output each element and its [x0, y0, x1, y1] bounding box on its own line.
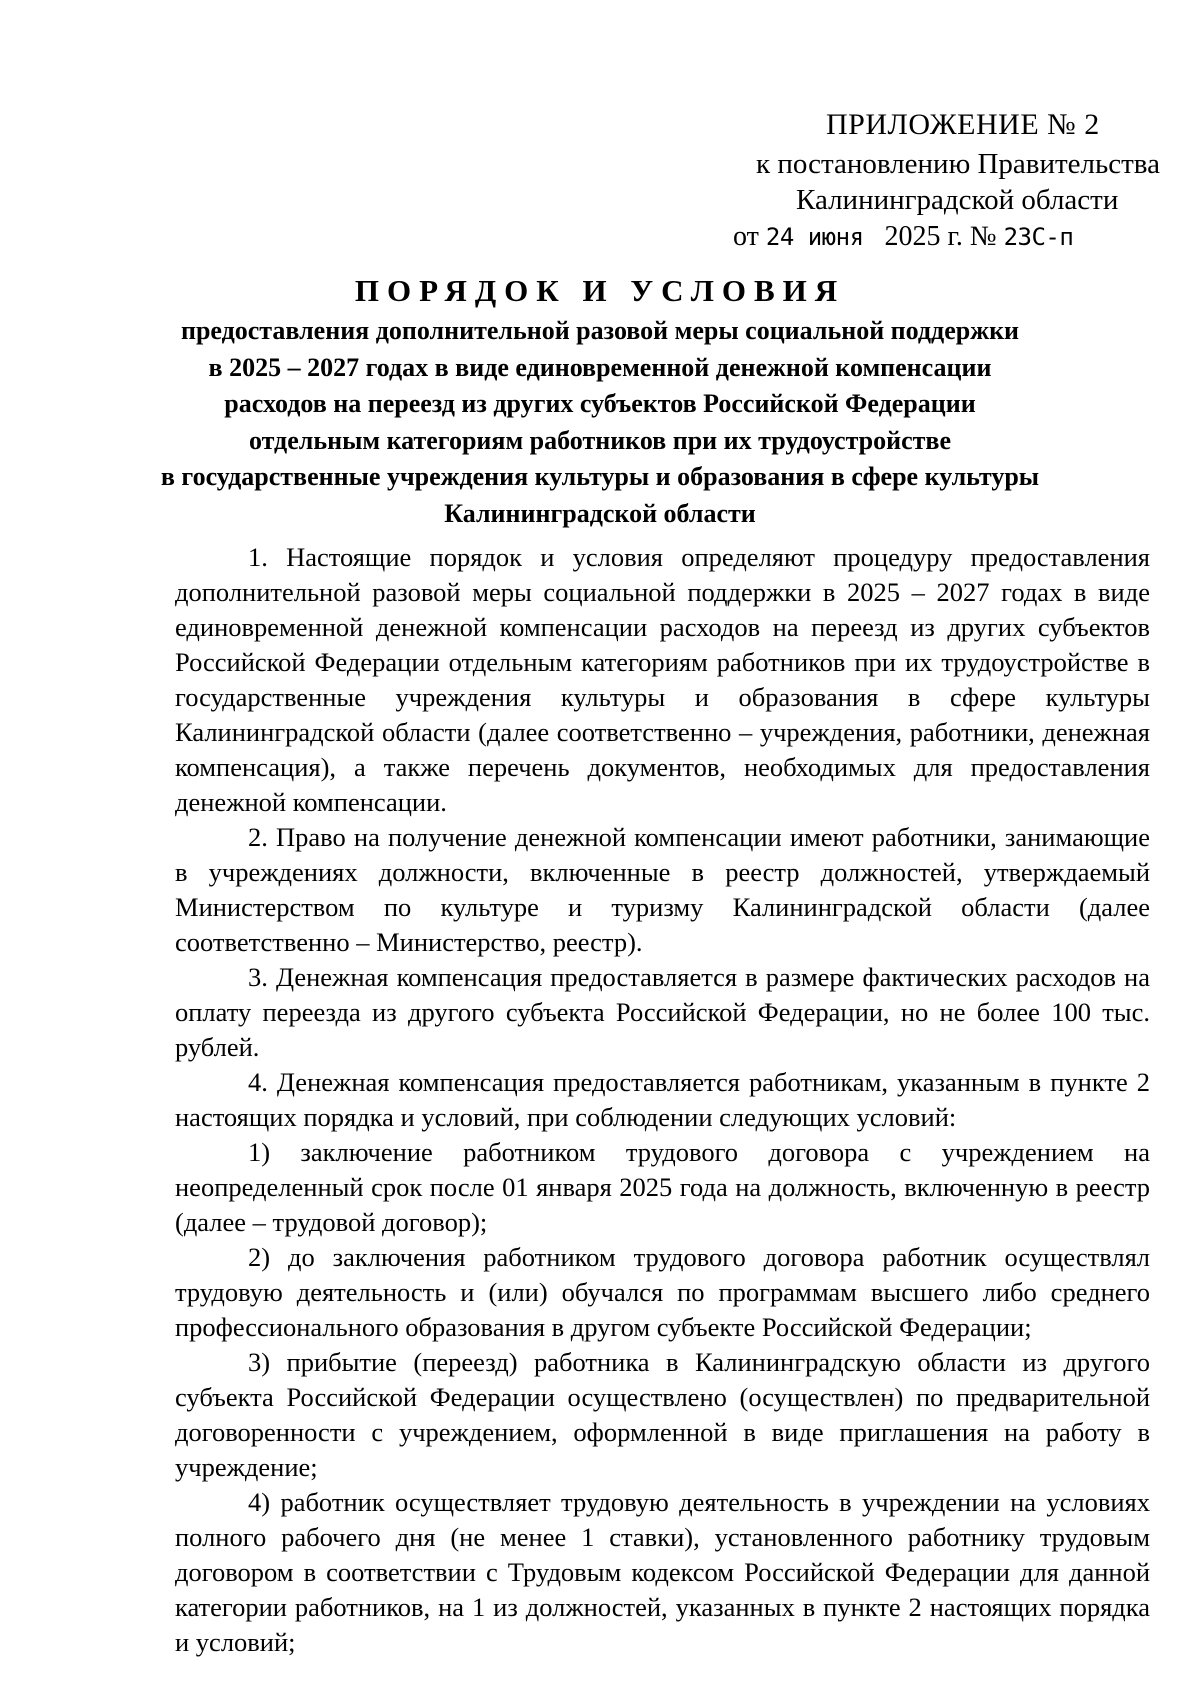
paragraph-1: 1. Настоящие порядок и условия определяют процедуру предоставления дополнительной разовой меры социальной поддержки в 2025 – 2027 годах в виде единовременной денежной компенсации расходов на переезд из других субъектов Российской Федерации отдельным категориям работников при их трудоустройстве в государственные учреждения культуры и образования в сфере культуры Калининградской области (далее соответственно – учреждения, работники, денежная компенсация), а также перечень документов, необходимых для предоставления денежной компенсации.	[175, 542, 1150, 817]
document-body	[175, 540, 1150, 1660]
document-subtitle-line: отдельным категориям работников при их трудоустройстве	[248, 425, 952, 455]
condition-3: 3) прибытие (переезд) работника в Калининградскую области из другого субъекта Российской Федерации осуществлено (осуществлен) по предварительной договоренности с учреждением, оформленной в виде приглашения на работу в учреждение;	[175, 1347, 1150, 1482]
paragraph-2: 2. Право на получение денежной компенсации имеют работники, занимающие в учреждениях должности, включенные в реестр должностей, утверждаемый Министерством по культуре и туризму Калининградской области (далее соответственно – Министерство, реестр).	[175, 822, 1150, 957]
condition-2: 2) до заключения работником трудового договора работник осуществлял трудовую деятельность и (или) обучался по программам высшего либо среднего профессионального образования в другом субъекте Российской Федерации;	[175, 1242, 1150, 1342]
appendix-title: ПРИЛОЖЕНИЕ № 2	[826, 108, 1100, 141]
appendix-reference-line: к постановлению Правительства	[756, 148, 1160, 180]
appendix-date-number-line	[733, 221, 1073, 253]
document-subtitle-line: в 2025 – 2027 годах в виде единовременной денежной компенсации	[208, 352, 992, 382]
document-title: ПОРЯДОК И УСЛОВИЯ	[354, 273, 846, 308]
decree-date: 24 июня	[765, 223, 864, 251]
decree-number: 23С-п	[1003, 223, 1074, 251]
document-subtitle-line: предоставления дополнительной разовой меры социальной поддержки	[180, 316, 1020, 345]
document-subtitle-line: Калининградской области	[444, 498, 756, 528]
document-title-block	[60, 272, 1140, 532]
date-prefix: от	[733, 221, 759, 252]
condition-1: 1) заключение работником трудового договора с учреждением на неопределенный срок после 01 января 2025 года на должность, включенную в реестр (далее – трудовой договор);	[175, 1137, 1150, 1237]
condition-4: 4) работник осуществляет трудовую деятельность в учреждении на условиях полного рабочего дня (не менее 1 ставки), установленного работнику трудовым договором в соответствии с Трудовым кодексом Российской Федерации для данной категории работников, на 1 из должностей, указанных в пункте 2 настоящих порядка и условий;	[175, 1487, 1150, 1657]
document-subtitle-line: в государственные учреждения культуры и образования в сфере культуры	[160, 462, 1040, 491]
decree-year: 2025 г. №	[884, 221, 997, 252]
paragraph-4: 4. Денежная компенсация предоставляется работникам, указанным в пункте 2 настоящих порядка и условий, при соблюдении следующих условий:	[175, 1067, 1150, 1132]
appendix-region-line: Калининградской области	[796, 184, 1119, 216]
paragraph-3: 3. Денежная компенсация предоставляется в размере фактических расходов на оплату переезда из другого субъекта Российской Федерации, но не более 100 тыс. рублей.	[175, 962, 1150, 1062]
document-subtitle-line: расходов на переезд из других субъектов Российской Федерации	[224, 389, 976, 418]
